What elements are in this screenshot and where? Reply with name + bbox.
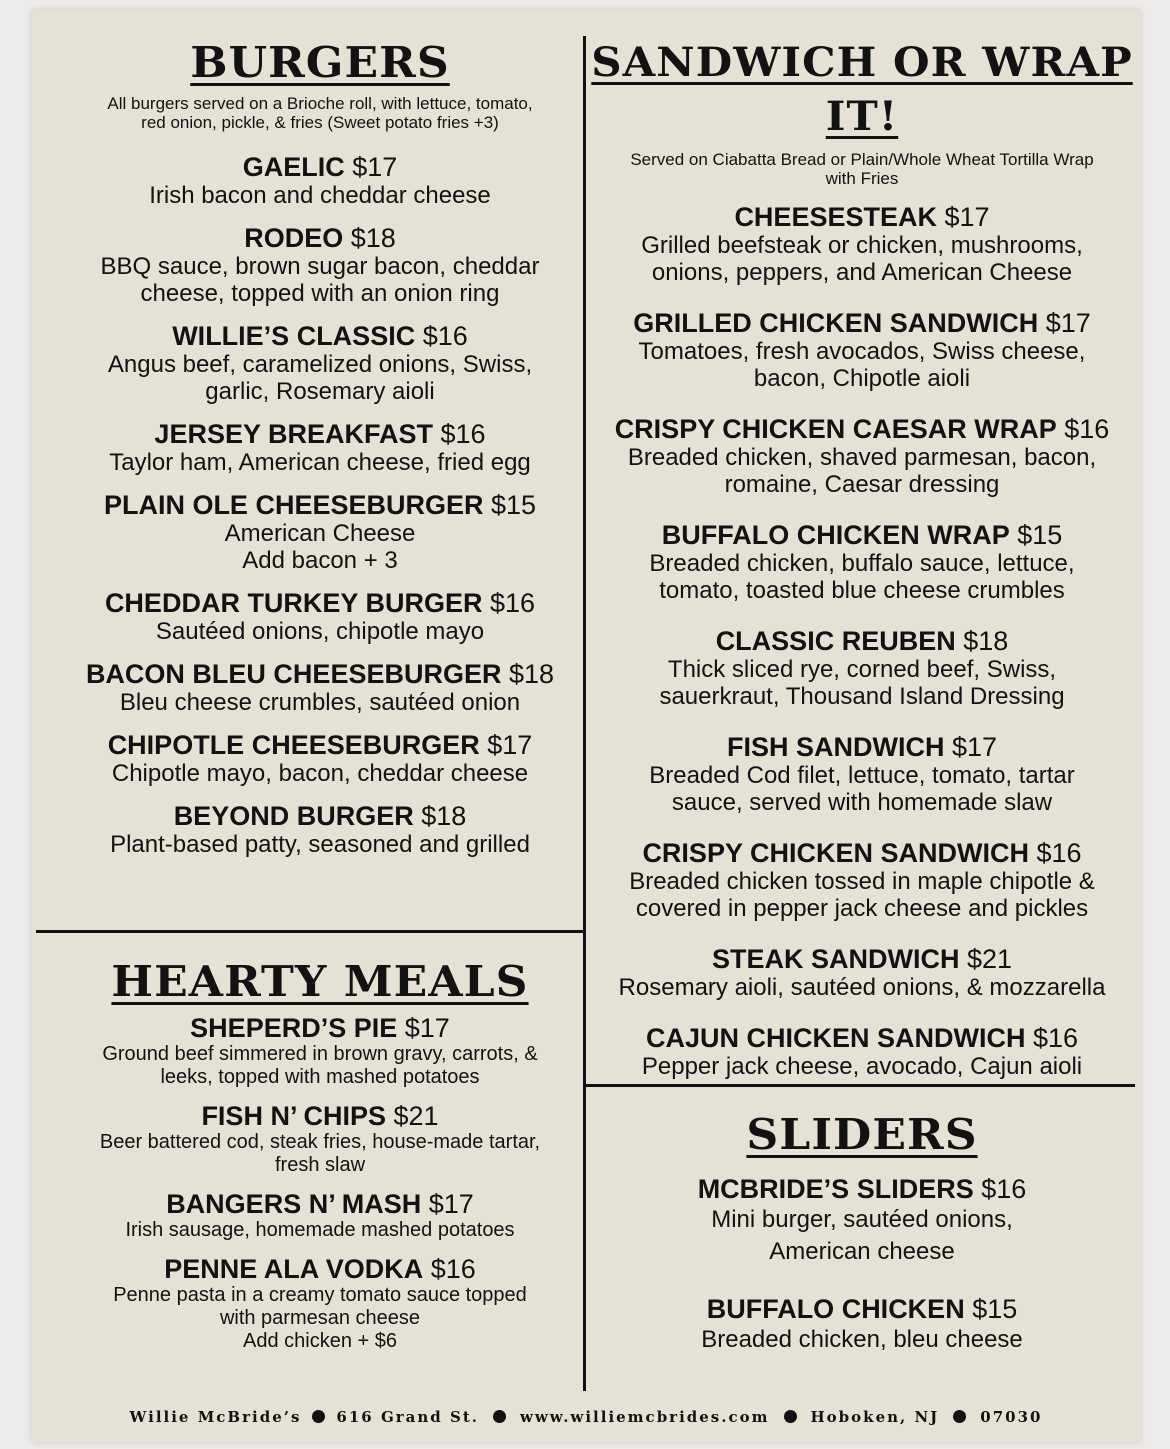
menu-item-heading <box>592 414 1132 444</box>
menu-item-price: $17 <box>944 202 990 232</box>
menu-item-heading <box>592 1294 1132 1324</box>
menu-item-price: $21 <box>393 1101 439 1131</box>
footer-zip: 07030 <box>980 1408 1043 1426</box>
menu-item-description: Mini burger, sautéed onions, <box>711 1206 1013 1233</box>
menu-item-description: Breaded chicken, shaved parmesan, bacon, <box>627 444 1097 471</box>
menu-item <box>40 1254 600 1353</box>
sliders-list <box>592 1174 1132 1356</box>
menu-item-name: BACON BLEU CHEESEBURGER <box>85 659 502 689</box>
menu-item <box>40 223 600 307</box>
menu-item-description: Rosemary aioli, sautéed onions, & mozzarella <box>618 974 1106 1001</box>
menu-item-heading <box>40 419 600 449</box>
menu-item-name: RODEO <box>244 223 344 253</box>
menu-item <box>40 152 600 209</box>
burgers-note: All burgers served on a Brioche roll, with lettuce, tomato, red onion, pickle, & fries (Sweet potato fries +3) <box>107 94 533 132</box>
menu-item-description: Breaded chicken tossed in maple chipotle & <box>629 868 1095 895</box>
menu-item-description: sauerkraut, Thousand Island Dressing <box>659 683 1065 710</box>
footer <box>32 1408 1140 1426</box>
menu-item-heading <box>40 730 600 760</box>
menu-item-description: Chipotle mayo, bacon, cheddar cheese <box>111 760 529 787</box>
menu-item-name: CHEDDAR TURKEY BURGER <box>104 588 483 618</box>
menu-item-description: American Cheese <box>224 520 416 547</box>
burgers-list <box>40 152 600 858</box>
menu-item-name: GAELIC <box>242 152 345 182</box>
menu-item <box>40 1013 600 1089</box>
menu-item <box>40 1189 600 1242</box>
burgers-section <box>40 36 600 858</box>
menu-item-name: BUFFALO CHICKEN WRAP <box>661 520 1010 550</box>
menu-item <box>40 801 600 858</box>
left-section-divider <box>36 930 584 933</box>
menu-item-price: $21 <box>966 944 1013 974</box>
menu-item-description: Irish sausage, homemade mashed potatoes <box>125 1219 515 1241</box>
menu-item-description: Tomatoes, fresh avocados, Swiss cheese, <box>638 338 1086 365</box>
menu-item <box>592 1174 1132 1268</box>
menu-item-name: PLAIN OLE CHEESEBURGER <box>103 490 484 520</box>
menu-item-heading <box>40 321 600 351</box>
menu-item-description: Ground beef simmered in brown gravy, carrots, & <box>102 1043 538 1065</box>
menu-item-description: bacon, Chipotle aioli <box>753 365 971 392</box>
menu-item-heading <box>40 801 600 831</box>
menu-item-description: romaine, Caesar dressing <box>724 471 1000 498</box>
menu-item-heading <box>40 659 600 689</box>
footer-website[interactable]: www.williemcbrides.com <box>519 1408 770 1426</box>
menu-item-price: $16 <box>430 1254 476 1284</box>
menu-item-price: $18 <box>963 626 1009 656</box>
menu-item-price: $17 <box>428 1189 474 1219</box>
menu-item-heading <box>40 1189 600 1219</box>
menu-item-heading <box>592 944 1132 974</box>
menu-item-name: CHIPOTLE CHEESEBURGER <box>107 730 480 760</box>
menu-item-description: Sautéed onions, chipotle mayo <box>155 618 485 645</box>
menu-item-price: $18 <box>421 801 467 831</box>
sliders-section <box>592 1108 1132 1356</box>
menu-item-description: Penne pasta in a creamy tomato sauce topped <box>113 1284 527 1306</box>
menu-item-price: $16 <box>1032 1023 1079 1053</box>
menu-item-price: $17 <box>951 732 998 762</box>
menu-item-description: Taylor ham, American cheese, fried egg <box>109 449 531 476</box>
menu-item-name: BUFFALO CHICKEN <box>706 1294 965 1324</box>
menu-item-description: cheese, topped with an onion ring <box>140 280 500 307</box>
menu-item-price: $16 <box>440 419 486 449</box>
hearty-meals-title: HEARTY MEALS <box>111 957 529 1006</box>
menu-item-price: $16 <box>1064 414 1110 444</box>
menu-item-description: Add bacon + 3 <box>242 547 398 574</box>
menu-item-name: BEYOND BURGER <box>173 801 414 831</box>
menu-item-heading <box>592 838 1132 868</box>
menu-item-price: $16 <box>1036 838 1082 868</box>
menu-item-price: $16 <box>981 1174 1027 1204</box>
menu-item-description: covered in pepper jack cheese and pickles <box>635 895 1089 922</box>
menu-item-heading <box>592 732 1132 762</box>
menu-item <box>592 520 1132 604</box>
menu-item-heading <box>592 202 1132 232</box>
menu-item-heading <box>40 152 600 182</box>
menu-item <box>40 321 600 405</box>
menu-item-price: $15 <box>972 1294 1018 1324</box>
footer-name: Willie McBride’s <box>129 1408 302 1426</box>
menu-item-heading <box>40 1254 600 1284</box>
menu-item-name: CLASSIC REUBEN <box>715 626 956 656</box>
menu-item-heading <box>592 626 1132 656</box>
menu-item <box>40 730 600 787</box>
menu-item-name: CAJUN CHICKEN SANDWICH <box>645 1023 1026 1053</box>
menu-item <box>592 202 1132 286</box>
menu-item <box>40 1101 600 1177</box>
menu-item-description: Breaded chicken, buffalo sauce, lettuce, <box>649 550 1075 577</box>
menu-item-description: tomato, toasted blue cheese crumbles <box>659 577 1065 604</box>
sliders-title: SLIDERS <box>746 1110 978 1159</box>
menu-item-description: with parmesan cheese <box>219 1307 421 1329</box>
menu-item-description: fresh slaw <box>274 1154 366 1176</box>
menu-item-price: $16 <box>422 321 468 351</box>
menu-item <box>592 1294 1132 1356</box>
menu-item-heading <box>592 1023 1132 1053</box>
sandwich-title: SANDWICH OR WRAP IT! <box>591 39 1133 140</box>
menu-item-description: Beer battered cod, steak fries, house-made tartar, <box>99 1131 541 1153</box>
menu-item-heading <box>592 520 1132 550</box>
menu-item-price: $17 <box>1045 308 1091 338</box>
bullet-icon <box>312 1410 325 1423</box>
sandwich-note: Served on Ciabatta Bread or Plain/Whole Wheat Tortilla Wrap with Fries <box>630 150 1094 188</box>
menu-item-heading <box>40 1101 600 1131</box>
menu-item-description: Bleu cheese crumbles, sautéed onion <box>119 689 521 716</box>
menu-item <box>592 626 1132 710</box>
menu-item-description: garlic, Rosemary aioli <box>205 378 435 405</box>
bullet-icon <box>493 1410 506 1423</box>
menu-item-price: $18 <box>509 659 555 689</box>
menu-item-description: Breaded Cod filet, lettuce, tomato, tartar <box>649 762 1075 789</box>
menu-item <box>40 490 600 574</box>
menu-item-heading <box>592 308 1132 338</box>
menu-item-description: Thick sliced rye, corned beef, Swiss, <box>667 656 1057 683</box>
menu-item <box>40 588 600 645</box>
hearty-meals-list <box>40 1013 600 1353</box>
menu-item-name: CRISPY CHICKEN SANDWICH <box>642 838 1029 868</box>
burgers-title: BURGERS <box>190 38 450 87</box>
menu-item-price: $18 <box>350 223 396 253</box>
menu-item-name: GRILLED CHICKEN SANDWICH <box>633 308 1039 338</box>
menu-item <box>40 659 600 716</box>
menu-item-price: $15 <box>491 490 537 520</box>
menu-item-price: $17 <box>487 730 533 760</box>
menu-item-name: SHEPERD’S PIE <box>190 1013 398 1043</box>
menu-item-name: CRISPY CHICKEN CAESAR WRAP <box>614 414 1057 444</box>
menu-item-description: leeks, topped with mashed potatoes <box>160 1066 480 1088</box>
menu-item-price: $15 <box>1017 520 1063 550</box>
menu-item-heading <box>592 1174 1132 1204</box>
bullet-icon <box>953 1410 966 1423</box>
menu-item-heading <box>40 490 600 520</box>
menu-item-description: Plant-based patty, seasoned and grilled <box>110 831 530 858</box>
menu-item-description: Angus beef, caramelized onions, Swiss, <box>107 351 533 378</box>
menu-item <box>592 838 1132 922</box>
menu-item <box>40 419 600 476</box>
menu-item-description: American cheese <box>769 1238 955 1265</box>
bullet-icon <box>784 1410 797 1423</box>
menu-item-name: FISH N’ CHIPS <box>201 1101 386 1131</box>
sandwich-list <box>592 202 1132 1080</box>
menu-item-price: $16 <box>489 588 536 618</box>
menu-item-heading <box>40 1013 600 1043</box>
menu-item-name: WILLIE’S CLASSIC <box>172 321 416 351</box>
menu-item-name: PENNE ALA VODKA <box>164 1254 424 1284</box>
menu-item-name: CHEESESTEAK <box>734 202 937 232</box>
menu-item-heading <box>40 223 600 253</box>
menu-item-description: BBQ sauce, brown sugar bacon, cheddar <box>100 253 540 280</box>
menu-item-description: sauce, served with homemade slaw <box>671 789 1053 816</box>
menu-item <box>592 732 1132 816</box>
menu-item-description: Pepper jack cheese, avocado, Cajun aioli <box>641 1053 1083 1080</box>
menu-item-heading <box>40 588 600 618</box>
menu-item-name: FISH SANDWICH <box>726 732 945 762</box>
right-section-divider <box>585 1084 1135 1087</box>
menu-item <box>592 944 1132 1001</box>
menu-item-description: Add chicken + $6 <box>243 1330 397 1352</box>
menu-item-price: $17 <box>352 152 398 182</box>
menu-item-name: BANGERS N’ MASH <box>166 1189 422 1219</box>
menu-item-name: JERSEY BREAKFAST <box>154 419 433 449</box>
footer-address: 616 Grand St. <box>336 1408 479 1426</box>
footer-city: Hoboken, NJ <box>810 1408 940 1426</box>
sandwich-section <box>592 36 1132 1080</box>
menu-item <box>592 308 1132 392</box>
menu-item-name: MCBRIDE’S SLIDERS <box>697 1174 974 1204</box>
menu-item <box>592 1023 1132 1080</box>
menu-item-description: Breaded chicken, bleu cheese <box>701 1326 1023 1353</box>
menu-item-description: Grilled beefsteak or chicken, mushrooms, <box>641 232 1083 259</box>
menu-item-name: STEAK SANDWICH <box>711 944 960 974</box>
menu-item-price: $17 <box>404 1013 450 1043</box>
menu-item <box>592 414 1132 498</box>
menu-item-description: onions, peppers, and American Cheese <box>651 259 1073 286</box>
hearty-meals-section <box>40 955 600 1353</box>
menu-item-description: Irish bacon and cheddar cheese <box>149 182 491 209</box>
